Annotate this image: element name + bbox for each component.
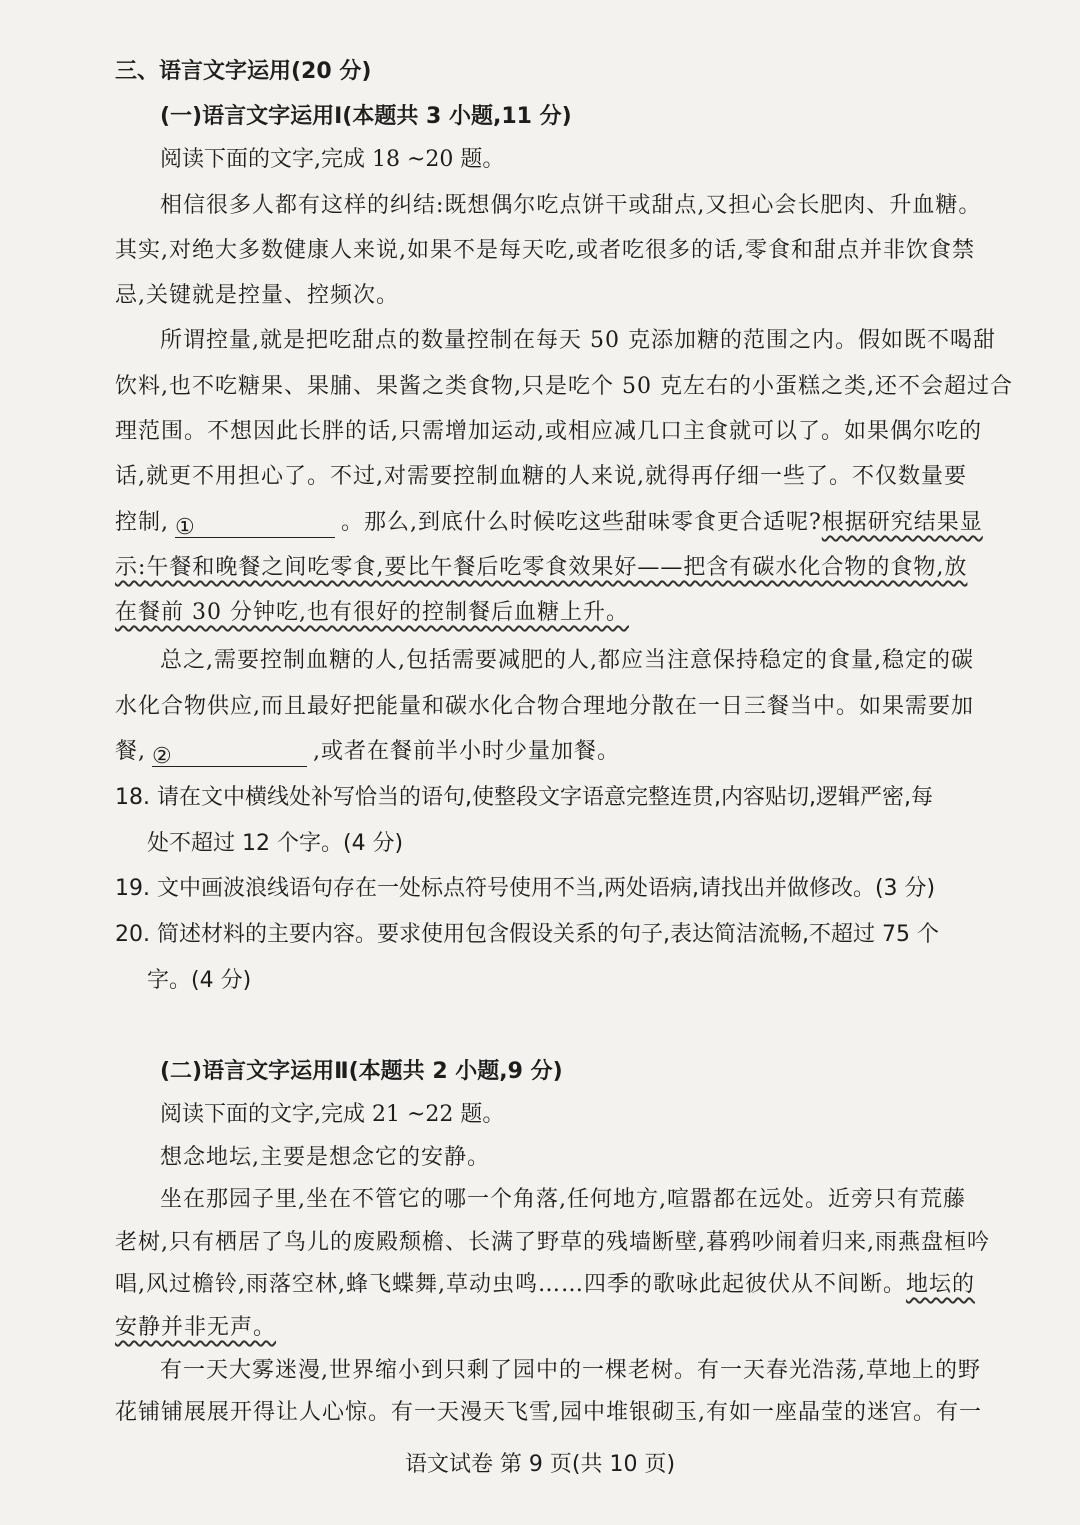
blank-2[interactable] [152,742,307,767]
wavy-underlined-text: 示:午餐和晚餐之间吃零食,要比午餐后吃零食效果好——把含有碳水化合物的食物,放 [115,555,968,580]
part1-p2-line: 所谓控量,就是把吃甜点的数量控制在每天 50 克添加糖的范围之内。假如既不喝甜 [160,328,996,353]
part2-p3-line: 有一天大雾迷漫,世界缩小到只剩了园中的一棵老树。有一天春光浩荡,草地上的野 [160,1358,981,1383]
text-segment: 控制, [115,510,169,535]
part1-p2-line: 话,就更不用担心了。不过,对需要控制血糖的人来说,就得再仔细一些了。不仅数量要 [115,464,967,489]
question-18: 18. 请在文中横线处补写恰当的语句,使整段文字语意完整连贯,内容贴切,逻辑严密,每 [115,785,933,810]
part2-p3-line: 花铺铺展展开得让人心惊。有一天漫天飞雪,园中堆银砌玉,有如一座晶莹的迷宫。有一 [115,1400,982,1425]
text-segment: ,或者在餐前半小时少量加餐。 [313,739,620,764]
wavy-underlined-text: 地坛的 [905,1272,975,1297]
blank-2-marker: ② [152,744,173,769]
text-segment: 餐, [115,739,146,764]
blank-1-marker: ① [175,515,196,540]
question-19: 19. 文中画波浪线语句存在一处标点符号使用不当,两处语病,请找出并做修改。(3 分) [115,876,936,901]
part2-heading: (二)语言文字运用Ⅱ(本题共 2 小题,9 分) [160,1059,563,1084]
part2-p1: 想念地坛,主要是想念它的安静。 [160,1145,490,1170]
part1-p1-line: 其实,对绝大多数健康人来说,如果不是每天吃,或者吃很多的话,零食和甜点并非饮食禁 [115,238,975,263]
question-18-cont: 处不超过 12 个字。(4 分) [147,831,404,856]
section-heading: 三、语言文字运用(20 分) [115,59,372,84]
wavy-underlined-text: 根据研究结果显 [821,510,983,535]
blank-1[interactable] [175,513,335,538]
part1-p1-line: 忌,关键就是控量、控频次。 [115,283,399,308]
part2-intro: 阅读下面的文字,完成 21 ~22 题。 [160,1102,505,1127]
part1-p2-line7 [115,598,629,628]
part1-heading: (一)语言文字运用Ⅰ(本题共 3 小题,11 分) [160,104,572,129]
part1-p2-line5 [115,508,983,538]
text-segment: 。那么,到底什么时候吃这些甜味零食更合适呢? [341,510,822,535]
part1-p2-line: 理范围。不想因此长胖的话,只需增加运动,或相应减几口主食就可以了。如果偶尔吃的 [115,419,982,444]
question-20: 20. 简述材料的主要内容。要求使用包含假设关系的句子,表达简洁流畅,不超过 75 个 [115,922,939,947]
part1-p1-line: 相信很多人都有这样的纠结:既想偶尔吃点饼干或甜点,又担心会长肥肉、升血糖。 [160,193,982,218]
text-segment: 唱,风过檐铃,雨落空林,蜂飞蝶舞,草动虫鸣……四季的歌咏此起彼伏从不间断。 [115,1272,906,1297]
part1-p2-line: 饮料,也不吃糖果、果脯、果酱之类食物,只是吃个 50 克左右的小蛋糕之类,还不会超过合 [115,374,1013,399]
part1-p3-line: 水化合物供应,而且最好把能量和碳水化合物合理地分散在一日三餐当中。如果需要加 [115,694,974,719]
page-footer: 语文试卷 第 9 页(共 10 页) [404,1452,676,1477]
question-20-cont: 字。(4 分) [147,968,252,993]
part2-p2-line: 坐在那园子里,坐在不管它的哪一个角落,任何地方,喧嚣都在远处。近旁只有荒藤 [160,1187,966,1212]
wavy-underlined-text: 安静并非无声。 [115,1315,277,1340]
part2-p2-line3 [115,1270,975,1300]
part2-p2-line4 [115,1313,276,1343]
part2-p2-line: 老树,只有栖居了鸟儿的废殿颓檐、长满了野草的残墙断壁,暮鸦吵闹着归来,雨燕盘桓吟 [115,1230,990,1255]
part1-intro: 阅读下面的文字,完成 18 ~20 题。 [160,147,505,172]
part1-p3-line: 总之,需要控制血糖的人,包括需要减肥的人,都应当注意保持稳定的食量,稳定的碳 [160,648,974,673]
part1-p2-line6 [115,553,967,583]
part1-p3-line3 [115,737,620,767]
wavy-underlined-text: 在餐前 30 分钟吃,也有很好的控制餐后血糖上升。 [115,600,629,625]
